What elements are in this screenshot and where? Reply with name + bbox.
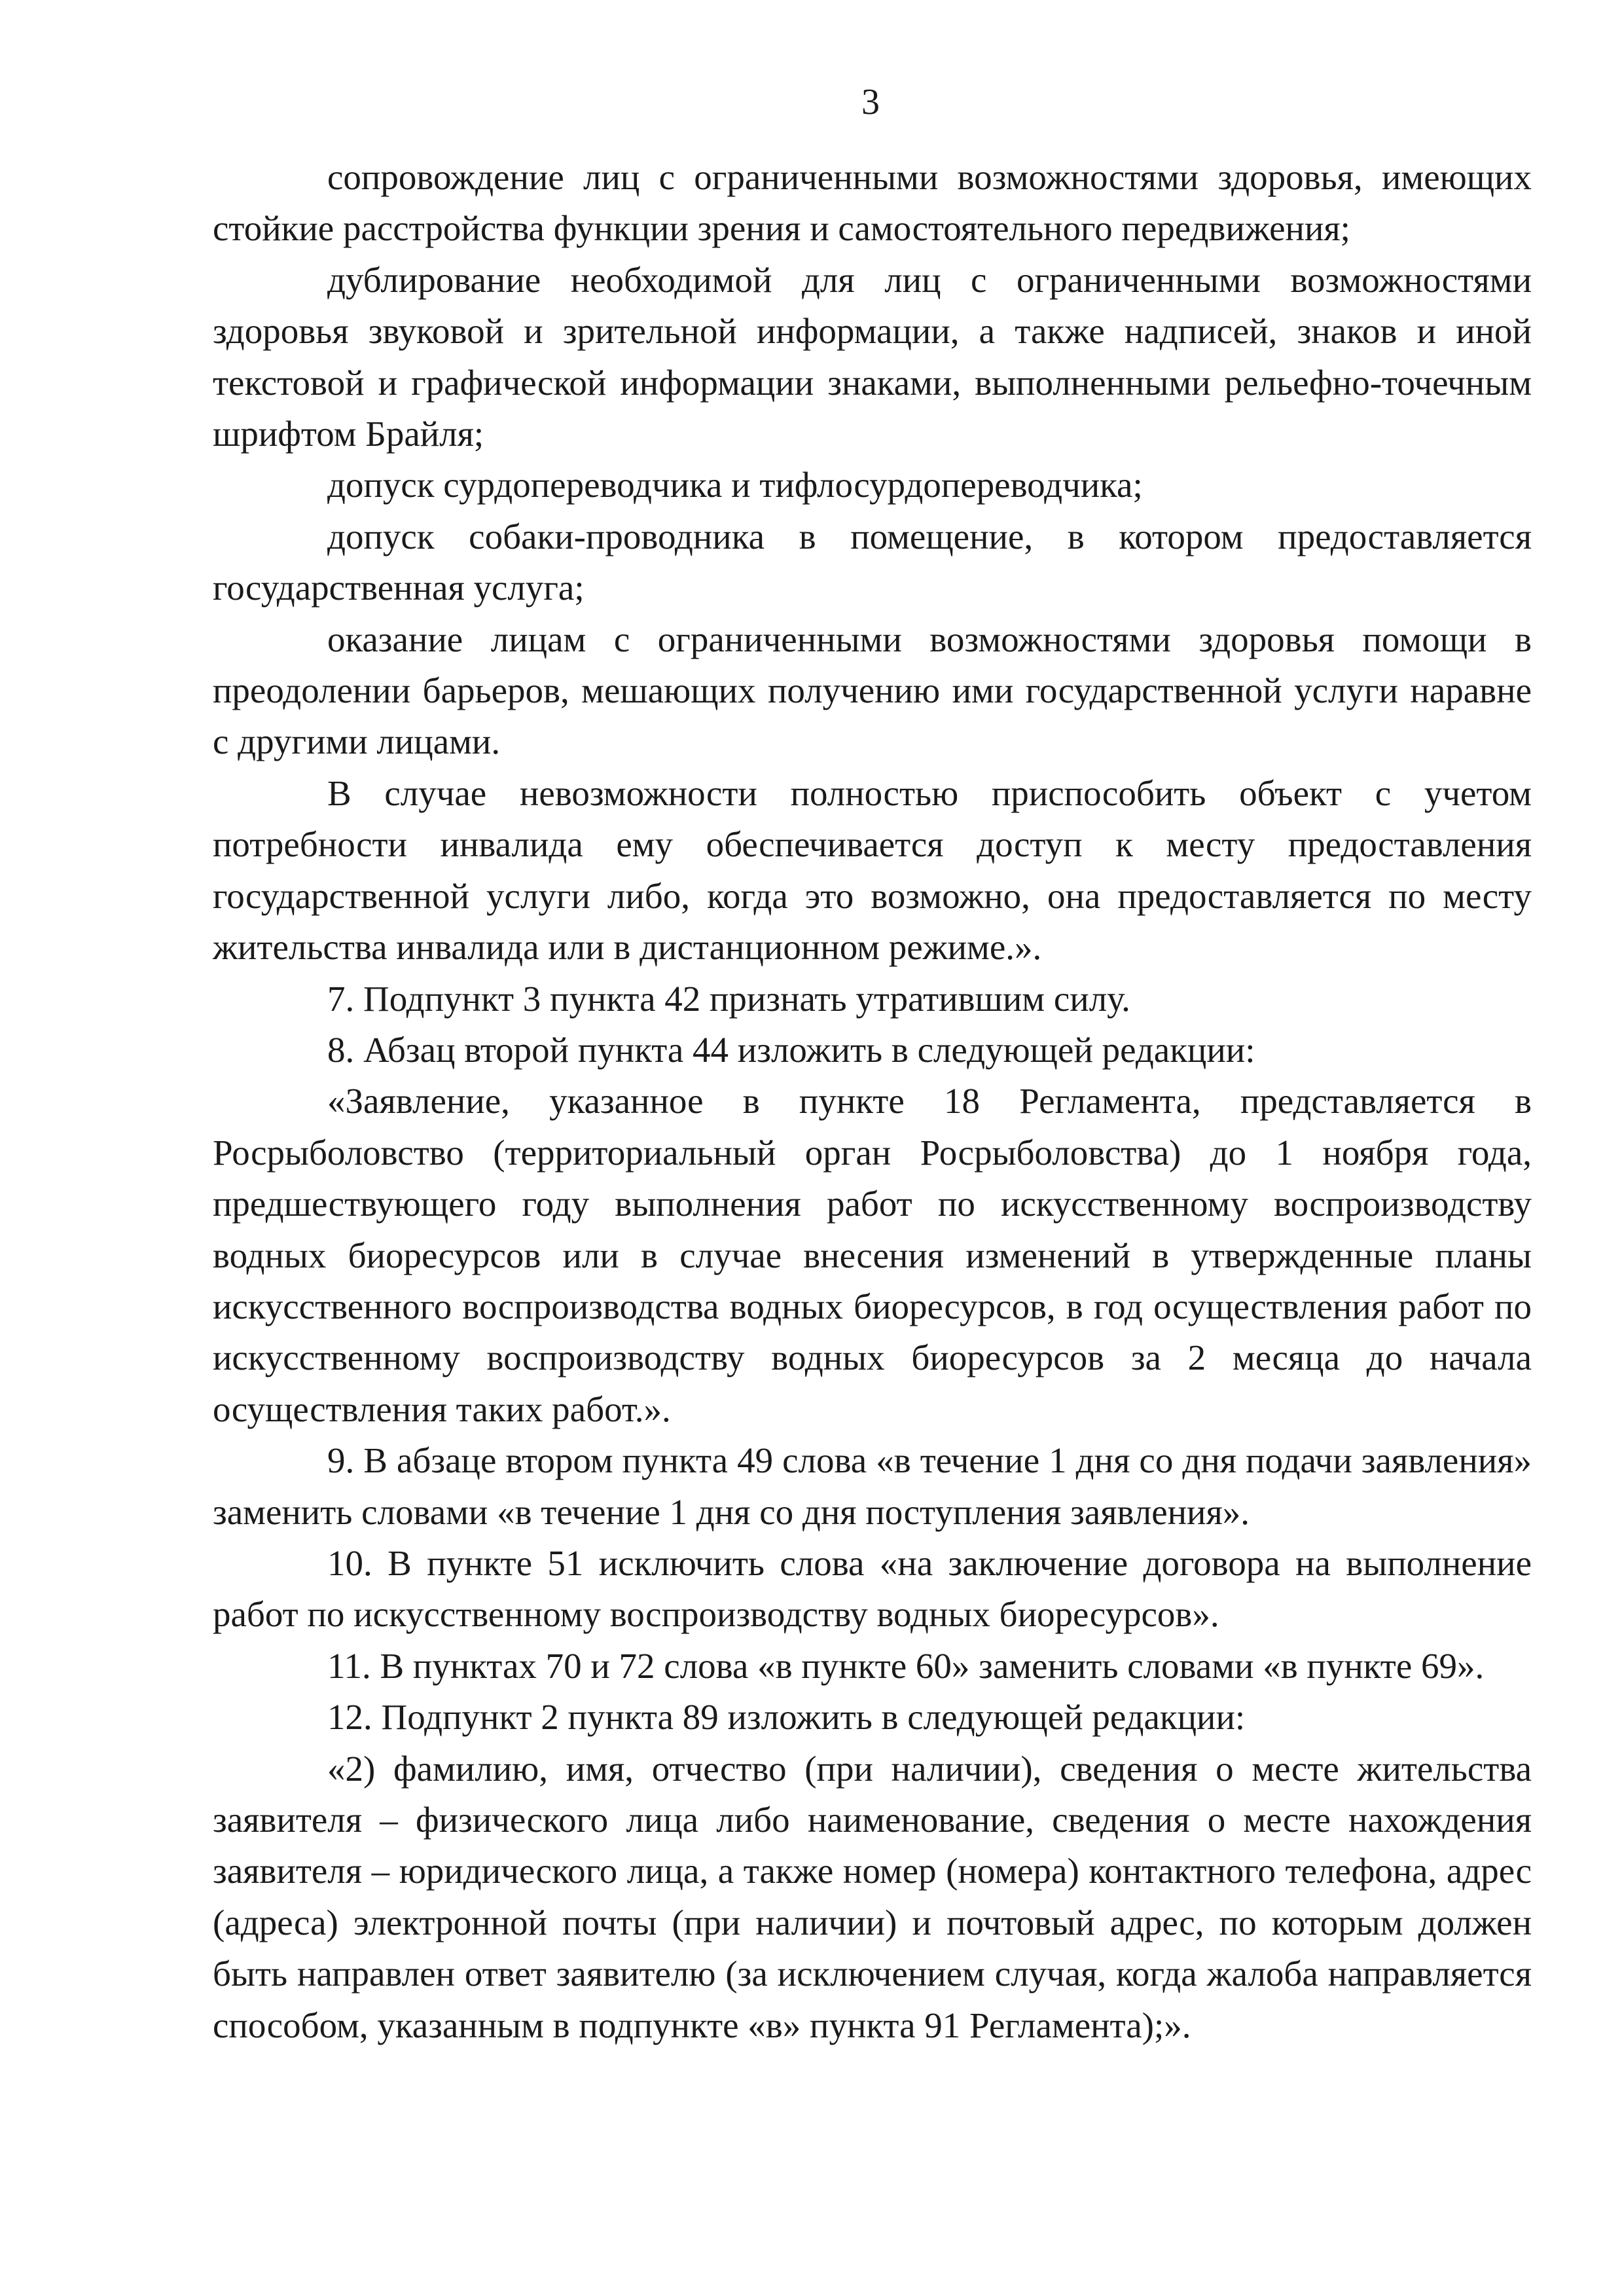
paragraph-item-10: 10. В пункте 51 исключить слова «на заключение договора на выполнение работ по искусственному воспроизводству водных биоресурсов». [213, 1542, 1532, 1635]
paragraph-item-12: 12. Подпункт 2 пункта 89 изложить в следующей редакции: [327, 1697, 1246, 1738]
paragraph-item-9: 9. В абзаце втором пункта 49 слова «в течение 1 дня со дня подачи заявления» заменить словами «в течение 1 дня со дня поступления заявления». [213, 1440, 1532, 1532]
paragraph-remote-service: В случае невозможности полностью приспособить объект с учетом потребности инвалида ему обеспечивается доступ к месту предоставления государственной услуги либо, когда это возможно, она предоставляется по месту жительства инвалида или в дистанционном режиме.». [213, 773, 1532, 968]
paragraph-accompaniment: сопровождение лиц с ограниченными возможностями здоровья, имеющих стойкие расстройства функции зрения и самостоятельного передвижения; [213, 157, 1532, 249]
paragraph-item-11: 11. В пунктах 70 и 72 слова «в пункте 60» заменить словами «в пункте 69». [327, 1645, 1485, 1686]
paragraph-application-quote: «Заявление, указанное в пункте 18 Регламента, представляется в Росрыболовство (территориальный орган Росрыболовства) до 1 ноября года, предшествующего году выполнения работ по искусственному воспроизводству водных биоресурсов или в случае внесения изменений в утвержденные планы искусственного воспроизводства водных биоресурсов, в год осуществления работ по искусственному воспроизводству водных биоресурсов за 2 месяца до начала осуществления таких работ.». [213, 1081, 1532, 1429]
paragraph-sign-interpreter: допуск сурдопереводчика и тифлосурдопереводчика; [327, 465, 1143, 505]
paragraph-item-8: 8. Абзац второй пункта 44 изложить в следующей редакции: [327, 1029, 1255, 1070]
paragraph-braille-duplication: дублирование необходимой для лиц с ограниченными возможностями здоровья звуковой и зрительной информации, а также надписей, знаков и иной текстовой и графической информации знаками, выполненными рельефно-точечным шрифтом Брайля; [213, 259, 1532, 454]
paragraph-item-7: 7. Подпункт 3 пункта 42 признать утратившим силу. [327, 978, 1130, 1019]
paragraph-guide-dog: допуск собаки-проводника в помещение, в котором предоставляется государственная услуга; [213, 516, 1532, 608]
document-body [213, 152, 1532, 2051]
paragraph-assistance: оказание лицам с ограниченными возможностями здоровья помощи в преодолении барьеров, мешающих получению ими государственной услуги наравне с другими лицами. [213, 619, 1532, 762]
page-number: 3 [861, 82, 880, 122]
paragraph-subitem-2-quote: «2) фамилию, имя, отчество (при наличии), сведения о месте жительства заявителя – физического лица либо наименование, сведения о месте нахождения заявителя – юридического лица, а также номер (номера) контактного телефона, адрес (адреса) электронной почты (при наличии) и почтовый адрес, по которым должен быть направлен ответ заявителю (за исключением случая, когда жалоба направляется способом, указанным в подпункте «в» пункта 91 Регламента);». [213, 1748, 1532, 2045]
